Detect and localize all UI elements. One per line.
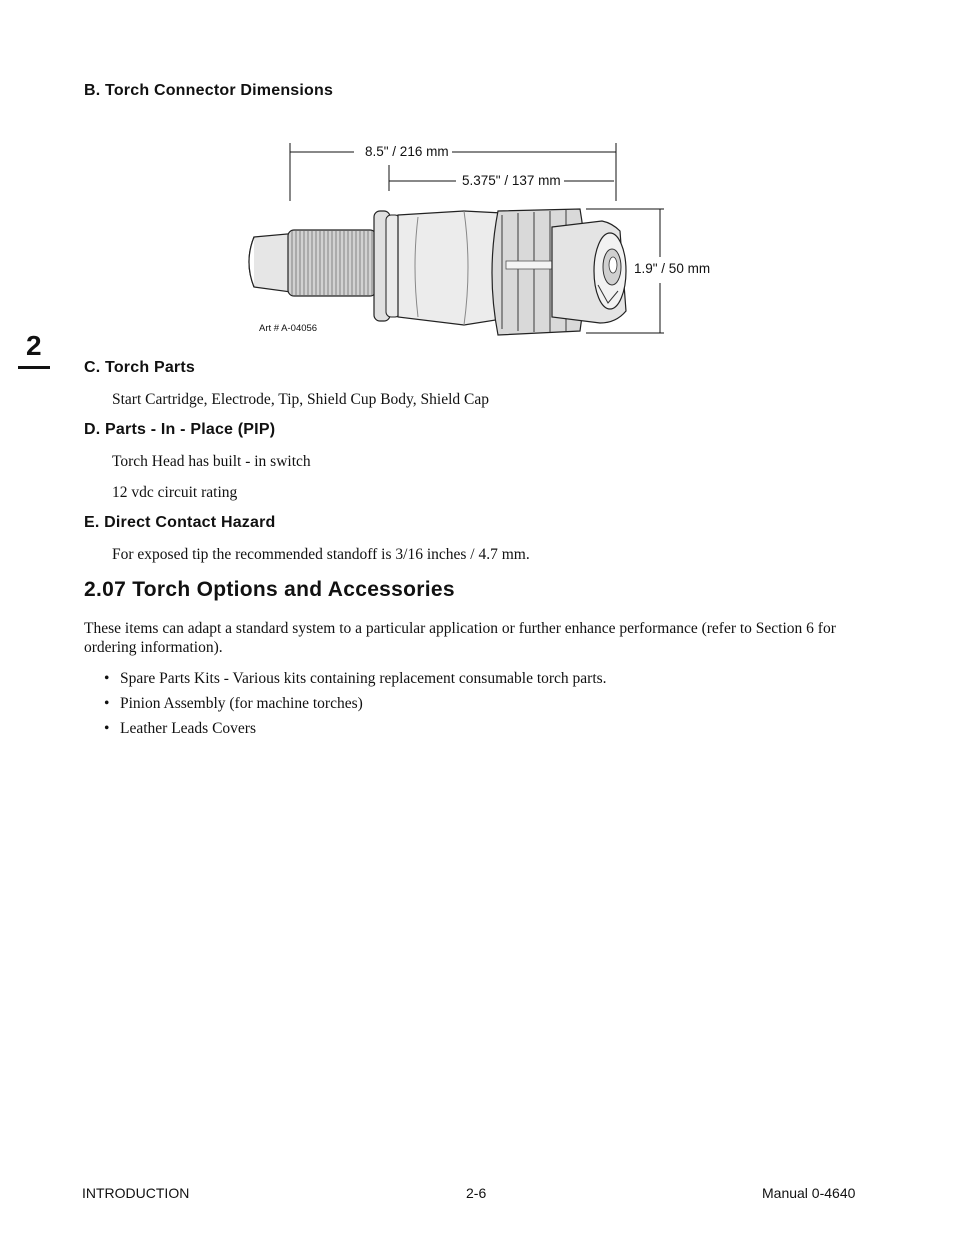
- torch-connector-figure: [240, 135, 720, 345]
- pip-rating-text: 12 vdc circuit rating: [112, 484, 238, 501]
- dim-body-label: 5.375" / 137 mm: [462, 173, 561, 188]
- front-cap: [552, 221, 626, 323]
- main-body: [398, 211, 507, 325]
- footer-page-number: 2-6: [466, 1185, 487, 1201]
- list-item-text: Spare Parts Kits - Various kits containing replacement consumable torch parts.: [120, 670, 607, 687]
- threaded-section: [288, 230, 376, 296]
- section-207-heading: 2.07 Torch Options and Accessories: [84, 578, 455, 601]
- dim-overall-label: 8.5" / 216 mm: [365, 144, 449, 159]
- accessories-intro: These items can adapt a standard system to a particular application or further enhance performance (refer to Section 6 for ordering information).: [84, 620, 836, 656]
- section-b-heading: B. Torch Connector Dimensions: [84, 82, 334, 99]
- list-item: [104, 669, 607, 694]
- footer-section-name: INTRODUCTION: [82, 1185, 190, 1201]
- bullet-icon: •: [104, 720, 110, 737]
- list-item: [104, 694, 607, 719]
- chapter-marker-bar: [18, 366, 50, 369]
- section-e-heading: E. Direct Contact Hazard: [84, 514, 276, 531]
- section-d-heading: D. Parts - In - Place (PIP): [84, 421, 276, 438]
- list-item: [104, 719, 607, 744]
- section-c-heading: C. Torch Parts: [84, 359, 195, 376]
- accessories-list: [104, 669, 607, 744]
- bullet-icon: •: [104, 670, 110, 687]
- art-number: Art # A-04056: [259, 323, 318, 334]
- list-item-text: Pinion Assembly (for machine torches): [120, 695, 363, 712]
- hazard-standoff-text: For exposed tip the recommended standoff is 3/16 inches / 4.7 mm.: [112, 546, 530, 563]
- list-item-text: Leather Leads Covers: [120, 720, 256, 737]
- chapter-number: 2: [26, 330, 42, 361]
- torch-parts-list: Start Cartridge, Electrode, Tip, Shield Cup Body, Shield Cap: [112, 391, 490, 408]
- footer-manual-number: Manual 0-4640: [762, 1185, 856, 1201]
- bullet-icon: •: [104, 695, 110, 712]
- dim-diameter-label: 1.9" / 50 mm: [634, 261, 711, 276]
- collar-rings: [374, 211, 400, 321]
- pip-switch-text: Torch Head has built - in switch: [112, 453, 311, 470]
